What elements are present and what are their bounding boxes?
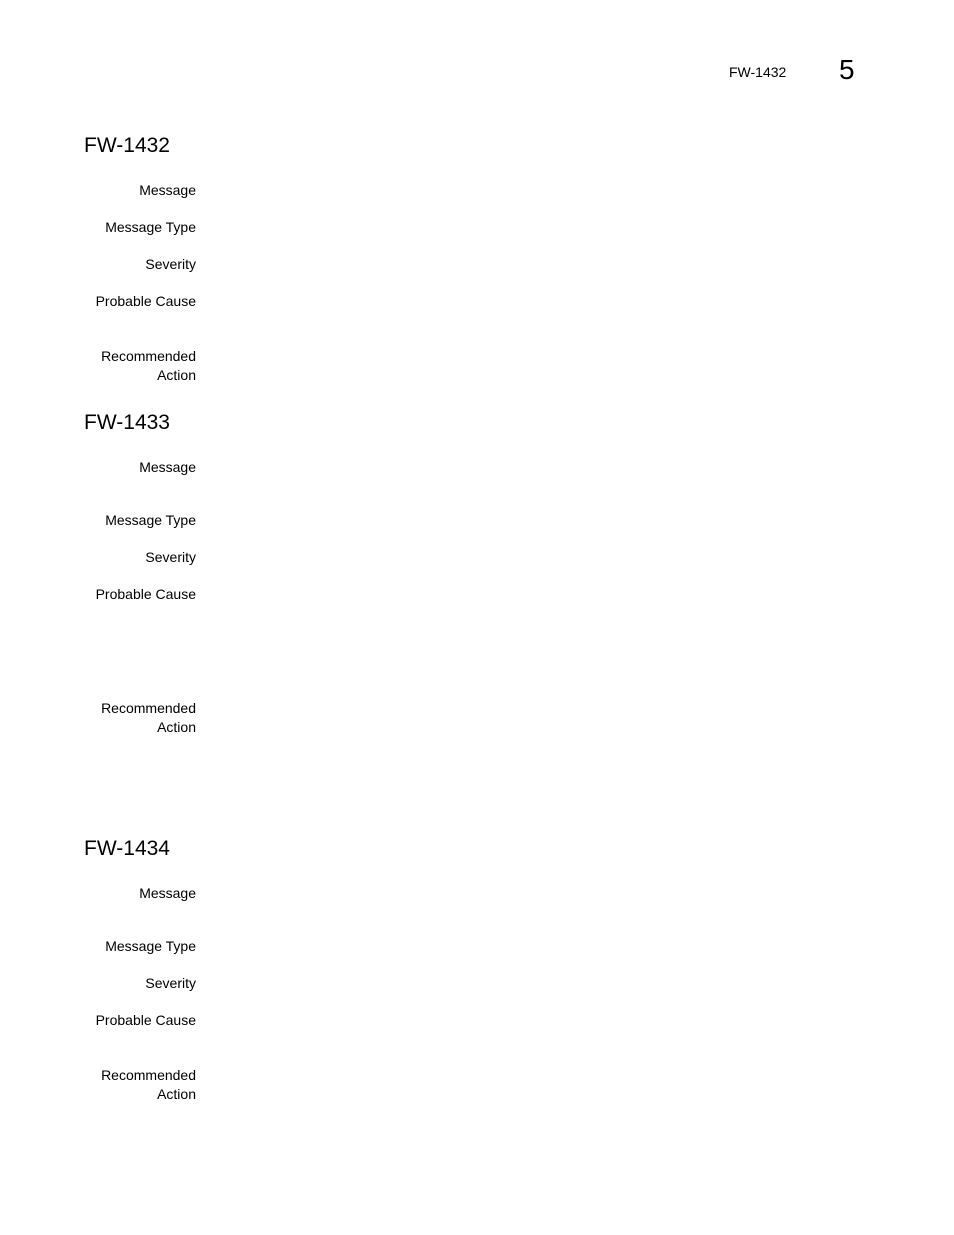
- recommended-action-label: [40, 699, 196, 737]
- recommended-action-label-line: Recommended: [101, 700, 196, 716]
- entry-title: FW-1433: [84, 411, 170, 434]
- chapter-number: 5: [839, 54, 855, 85]
- running-header: FW-1432: [729, 64, 787, 80]
- entry-title: FW-1434: [84, 837, 170, 860]
- recommended-action-label-line: Action: [157, 367, 196, 383]
- recommended-action-label-line: Action: [157, 1086, 196, 1102]
- message-type-label: Message Type: [105, 219, 196, 235]
- severity-label: Severity: [145, 975, 196, 991]
- probable-cause-label: Probable Cause: [95, 586, 196, 602]
- recommended-action-label: [40, 1066, 196, 1104]
- probable-cause-label: Probable Cause: [95, 1012, 196, 1028]
- recommended-action-label-line: Recommended: [101, 348, 196, 364]
- severity-label: Severity: [145, 549, 196, 565]
- recommended-action-label-line: Action: [157, 719, 196, 735]
- probable-cause-label: Probable Cause: [95, 293, 196, 309]
- message-type-label: Message Type: [105, 938, 196, 954]
- recommended-action-label: [40, 347, 196, 385]
- message-label: Message: [139, 885, 196, 901]
- message-label: Message: [139, 182, 196, 198]
- message-label: Message: [139, 459, 196, 475]
- recommended-action-label-line: Recommended: [101, 1067, 196, 1083]
- entry-title: FW-1432: [84, 134, 170, 157]
- severity-label: Severity: [145, 256, 196, 272]
- message-type-label: Message Type: [105, 512, 196, 528]
